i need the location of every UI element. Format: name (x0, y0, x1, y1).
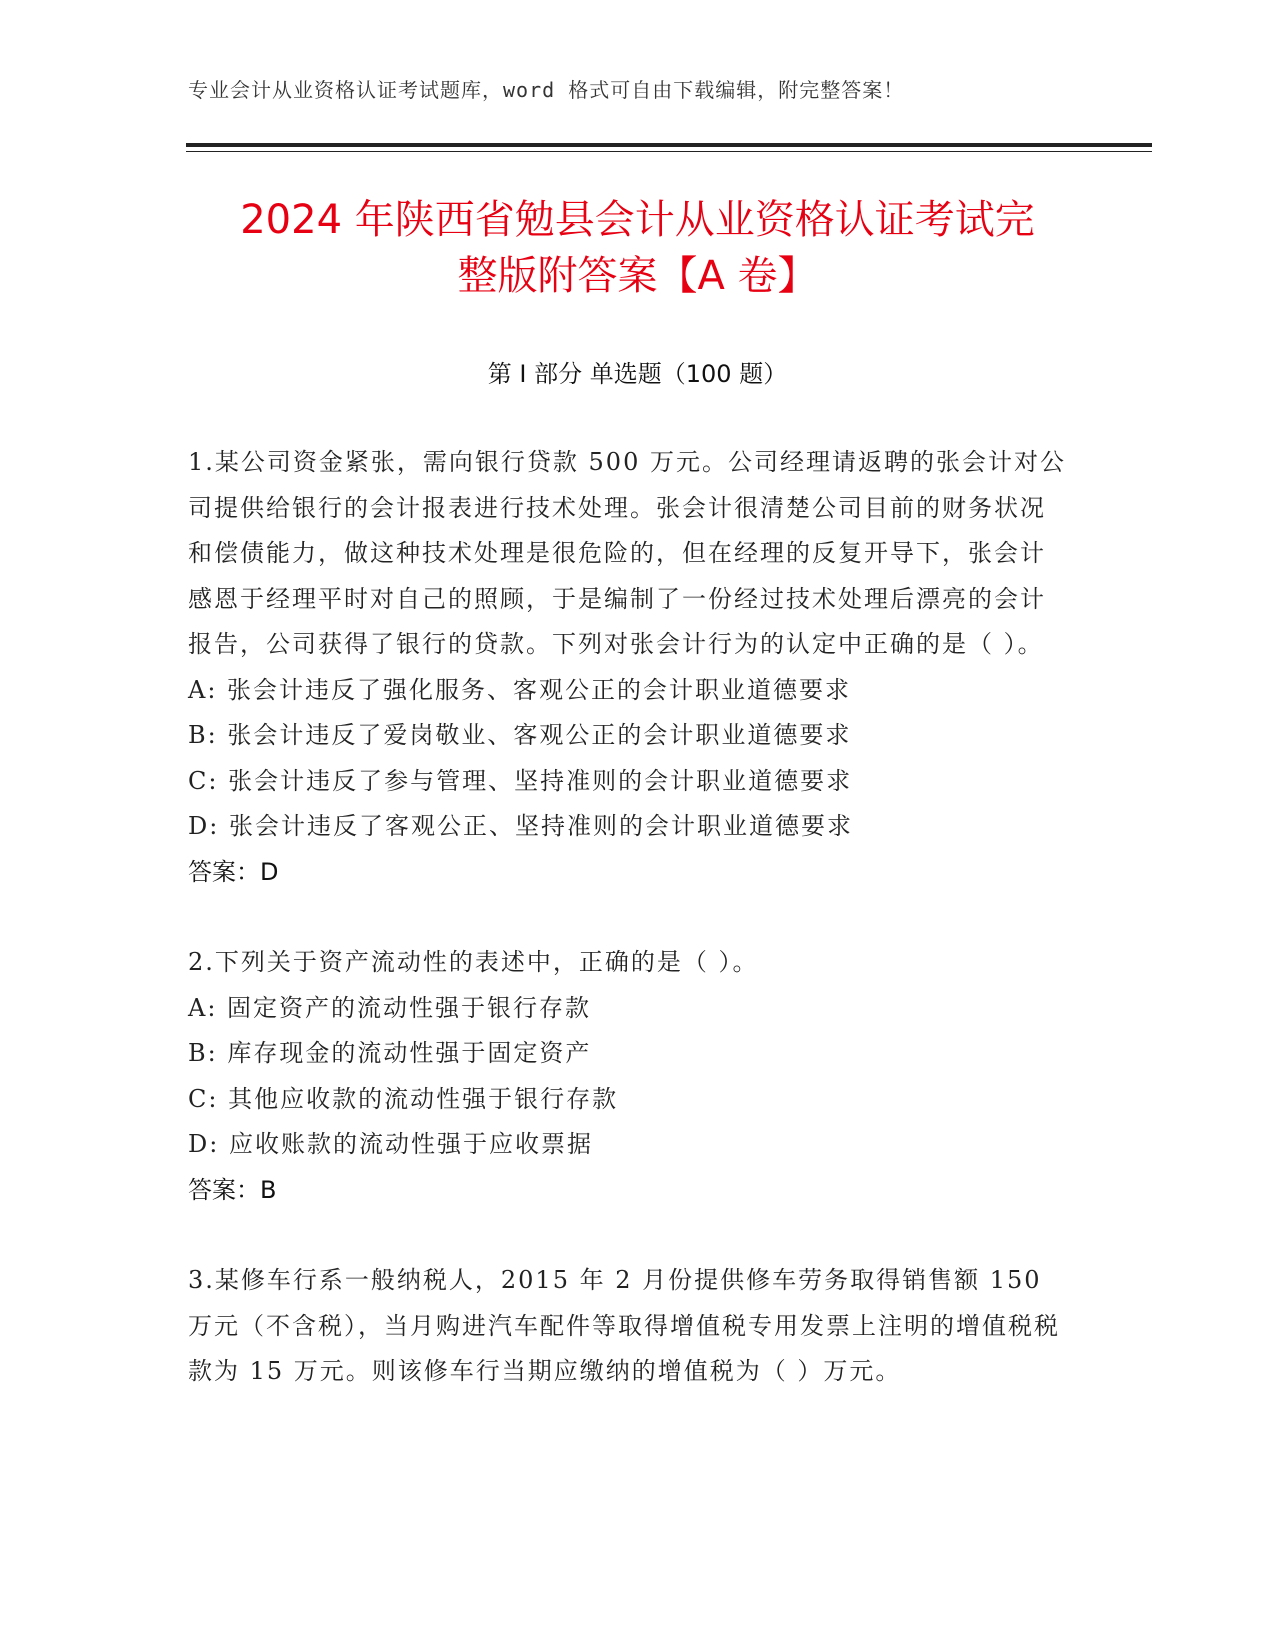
question-stem: 1.某公司资金紧张，需向银行贷款 500 万元。公司经理请返聘的张会计对公司提供给银行的会计报表进行技术处理。张会计很清楚公司目前的财务状况和偿债能力，做这种技术处理是很危险的，但在经理的反复开导下，张会计感恩于经理平时对自己的照顾，于是编制了一份经过技术处理后漂亮的会计报告，公司获得了银行的贷款。下列对张会计行为的认定中正确的是（ ）。 (188, 448, 1066, 658)
option-b: B: 库存现金的流动性强于固定资产 (188, 1039, 592, 1067)
option-c: C: 张会计违反了参与管理、坚持准则的会计职业道德要求 (188, 766, 853, 795)
question-3 (188, 1258, 1068, 1395)
header-rule-thin (186, 151, 1152, 152)
answer: 答案：B (188, 1175, 277, 1204)
question-stem: 2.下列关于资产流动性的表述中，正确的是（ ）。 (188, 948, 759, 976)
title-line-1: 2024 年陕西省勉县会计从业资格认证考试完 (240, 197, 1035, 243)
question-stem: 3.某修车行系一般纳税人，2015 年 2 月份提供修车劳务取得销售额 150 万元（不含税），当月购进汽车配件等取得增值税专用发票上注明的增值税税款为 15 万元。则该修车行当期应缴纳的增值税为（ ）万元。 (188, 1266, 1060, 1385)
title-line-2: 整版附答案【A 卷】 (457, 253, 818, 299)
option-c: C: 其他应收款的流动性强于银行存款 (188, 1084, 619, 1113)
question-1 (188, 440, 1068, 895)
question-list (188, 440, 1068, 1440)
option-b: B: 张会计违反了爱岗敬业、客观公正的会计职业道德要求 (188, 721, 852, 749)
document-title (150, 192, 1125, 304)
header-rule-thick (186, 143, 1152, 147)
section-heading: 第 I 部分 单选题（100 题） (487, 360, 788, 388)
option-a: A: 张会计违反了强化服务、客观公正的会计职业道德要求 (188, 675, 852, 704)
option-d: D: 应收账款的流动性强于应收票据 (188, 1130, 593, 1158)
option-a: A: 固定资产的流动性强于银行存款 (188, 993, 592, 1022)
header-note: 专业会计从业资格认证考试题库，word 格式可自由下载编辑，附完整答案！ (188, 78, 905, 102)
question-2 (188, 940, 1068, 1213)
option-d: D: 张会计违反了客观公正、坚持准则的会计职业道德要求 (188, 812, 853, 840)
answer: 答案：D (188, 857, 279, 886)
